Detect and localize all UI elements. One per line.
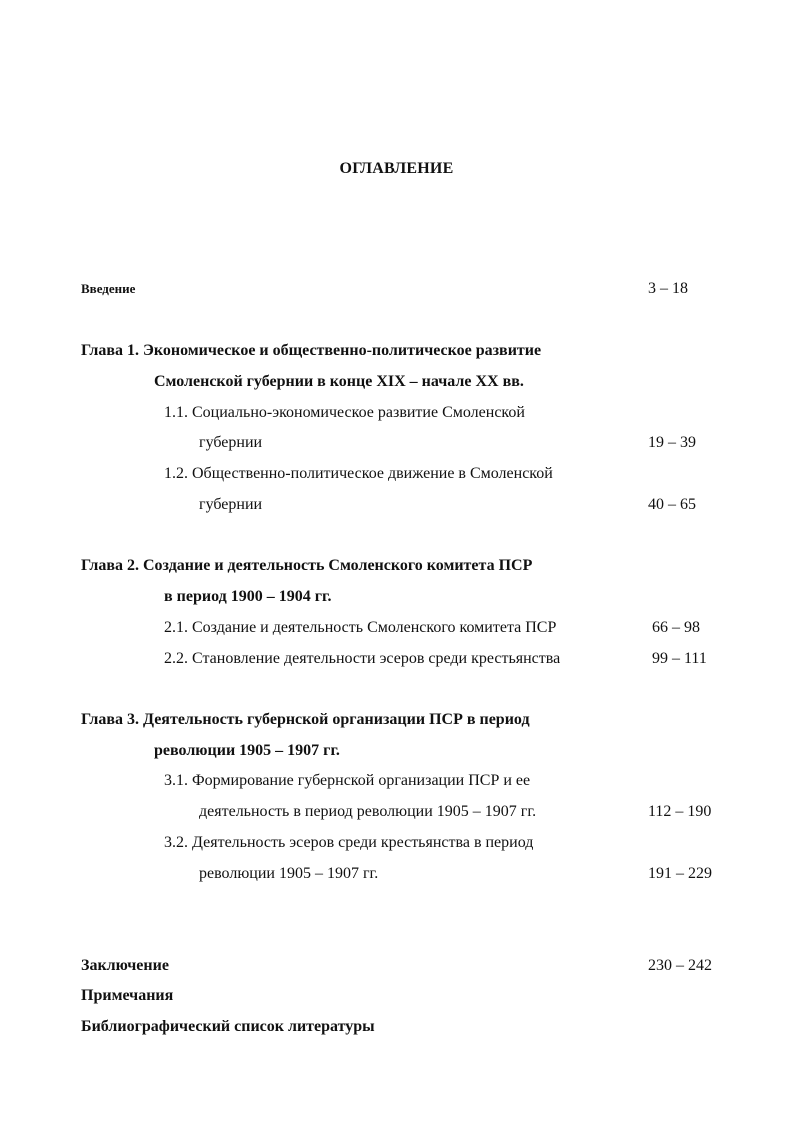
toc-chapter1-heading-line1: Глава 1. Экономическое и общественно-политическое развитие xyxy=(81,342,542,359)
toc-section-1-1-line1: 1.1. Социально-экономическое развитие Смоленской xyxy=(164,404,525,421)
toc-intro-pages: 3 – 18 xyxy=(648,280,688,297)
toc-intro-label: Введение xyxy=(81,281,136,296)
toc-section-1-2-pages: 40 – 65 xyxy=(648,496,696,513)
toc-chapter1-heading-line2: Смоленской губернии в конце XIX – начале XX вв. xyxy=(154,373,524,390)
toc-section-3-1-pages: 112 – 190 xyxy=(648,803,712,820)
toc-section-2-2: 2.2. Становление деятельности эсеров среди крестьянства xyxy=(164,650,561,667)
toc-bibliography-label: Библиографический список литературы xyxy=(81,1018,375,1035)
toc-section-1-1-line2: губернии xyxy=(199,434,263,451)
toc-section-3-1-line2: деятельность в период революции 1905 – 1907 гг. xyxy=(199,803,537,820)
toc-section-1-2-line2: губернии xyxy=(199,496,263,513)
page-title: ОГЛАВЛЕНИЕ xyxy=(339,160,454,177)
toc-section-1-1-pages: 19 – 39 xyxy=(648,434,696,451)
toc-section-3-1-line1: 3.1. Формирование губернской организации ПСР и ее xyxy=(164,772,531,789)
toc-chapter3-heading-line1: Глава 3. Деятельность губернской организации ПСР в период xyxy=(81,711,530,728)
toc-section-3-2-line1: 3.2. Деятельность эсеров среди крестьянства в период xyxy=(164,834,534,851)
toc-section-2-1-pages: 66 – 98 xyxy=(652,619,700,636)
toc-conclusion-label: Заключение xyxy=(81,957,169,974)
toc-notes-label: Примечания xyxy=(81,987,174,1004)
toc-section-3-2-pages: 191 – 229 xyxy=(648,865,712,882)
toc-section-2-1: 2.1. Создание и деятельность Смоленского комитета ПСР xyxy=(164,619,557,636)
toc-section-2-2-pages: 99 – 111 xyxy=(652,650,707,667)
toc-section-1-2-line1: 1.2. Общественно-политическое движение в Смоленской xyxy=(164,465,553,482)
toc-chapter2-heading-line2: в период 1900 – 1904 гг. xyxy=(164,588,332,605)
toc-chapter2-heading-line1: Глава 2. Создание и деятельность Смоленского комитета ПСР xyxy=(81,557,533,574)
toc-section-3-2-line2: революции 1905 – 1907 гг. xyxy=(199,865,379,882)
toc-chapter3-heading-line2: революции 1905 – 1907 гг. xyxy=(154,742,340,759)
toc-conclusion-pages: 230 – 242 xyxy=(648,957,712,974)
